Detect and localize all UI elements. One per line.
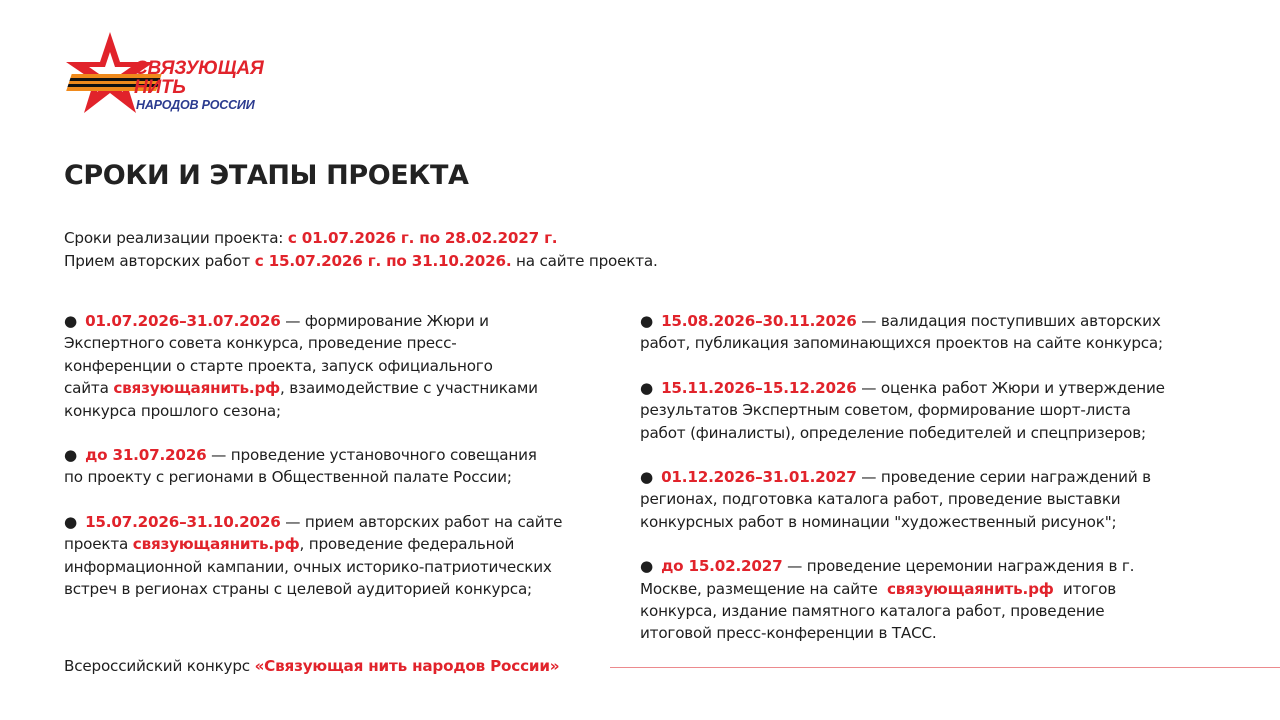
stage-text: — оценка работ Жюри и утверждение [856,378,1165,397]
stages-left-column [64,310,624,622]
stage-item [64,511,624,601]
stage-text: — проведение серии награждений в [856,468,1151,487]
stage-text: встреч в регионах страны с целевой аудиторией конкурса; [64,580,532,599]
stage-item [640,466,1240,533]
logo-text-line3: НАРОДОВ РОССИИ [136,98,255,112]
footer [64,657,559,675]
stage-text: работ, публикация запоминающихся проектов на сайте конкурса; [640,334,1163,353]
stage-text: регионах, подготовка каталога работ, проведение выставки [640,490,1121,509]
stage-text: Москве, размещение на сайте [640,579,887,598]
intro-label: Прием авторских работ [64,252,255,270]
stage-text: конкурса прошлого сезона; [64,401,281,420]
site-link[interactable]: связующаянить.рф [113,379,281,398]
footer-contest-name: «Связующая нить народов России» [254,657,560,675]
stage-text: , взаимодействие с участниками [280,379,538,398]
intro-period: с 15.07.2026 г. по 31.10.2026. [254,252,512,270]
stage-text: — формирование Жюри и [280,312,489,330]
bullet-icon: ● [640,378,654,397]
site-link[interactable]: связующаянить.рф [886,579,1054,598]
stage-text: конкурса, издание памятного каталога работ, проведение [640,602,1105,621]
bullet-icon: ● [640,468,654,487]
page-title: СРОКИ И ЭТАПЫ ПРОЕКТА [64,160,469,191]
stage-item [640,555,1240,645]
stage-date: 15.07.2026–31.10.2026 [85,512,281,531]
logo [62,30,272,122]
footer-text: Всероссийский конкурс [64,657,255,675]
stage-date: 15.08.2026–30.11.2026 [661,312,857,330]
stage-date: 15.11.2026–15.12.2026 [661,378,857,397]
stage-text: работ (финалисты), определение победителей и спецпризеров; [640,423,1146,442]
stage-date: 01.12.2026–31.01.2027 [661,468,857,487]
bullet-icon: ● [640,312,654,330]
stage-text: сайта [64,379,114,398]
stage-text: по проекту с регионами в Общественной палате России; [64,468,512,487]
stage-item [64,310,624,422]
intro-period: с 01.07.2026 г. по 28.02.2027 г. [287,229,558,247]
stage-text: конференции о старте проекта, запуск официального [64,356,493,375]
stage-text: — проведение церемонии награждения в г. [782,557,1135,576]
intro-tail: на сайте проекта. [511,252,658,270]
stages-right-column [640,310,1240,667]
stage-item [64,444,624,489]
stage-item [640,377,1240,444]
intro-block [64,227,658,273]
bullet-icon: ● [64,312,78,330]
stage-date: до 31.07.2026 [85,446,207,465]
stage-text: информационной кампании, очных историко-патриотических [64,557,552,576]
intro-line-implementation [64,227,658,250]
bullet-icon: ● [64,512,78,531]
stage-text: проекта [64,535,133,554]
stage-text: итогов [1053,579,1116,598]
stage-date: до 15.02.2027 [661,557,783,576]
bullet-icon: ● [640,557,654,576]
logo-text-line1: СВЯЗУЮЩАЯ [134,58,264,79]
stage-text: — проведение установочного совещания [206,446,537,465]
intro-label: Сроки реализации проекта: [64,229,288,247]
logo-text-line2: НИТЬ [134,77,186,98]
stage-text: итоговой пресс-конференции в ТАСС. [640,624,937,643]
site-link[interactable]: связующаянить.рф [132,535,300,554]
stage-text: конкурсных работ в номинации "художественный рисунок"; [640,512,1117,531]
stage-date: 01.07.2026–31.07.2026 [85,312,281,330]
stage-text: результатов Экспертным советом, формирование шорт-листа [640,401,1131,420]
bullet-icon: ● [64,446,78,465]
intro-line-submissions [64,250,658,273]
stage-text: — прием авторских работ на сайте [280,512,563,531]
stage-text: , проведение федеральной [299,535,515,554]
stage-item [640,310,1240,355]
stage-text: Экспертного совета конкурса, проведение пресс- [64,334,457,353]
footer-divider [610,667,1280,668]
stage-text: — валидация поступивших авторских [856,312,1161,330]
